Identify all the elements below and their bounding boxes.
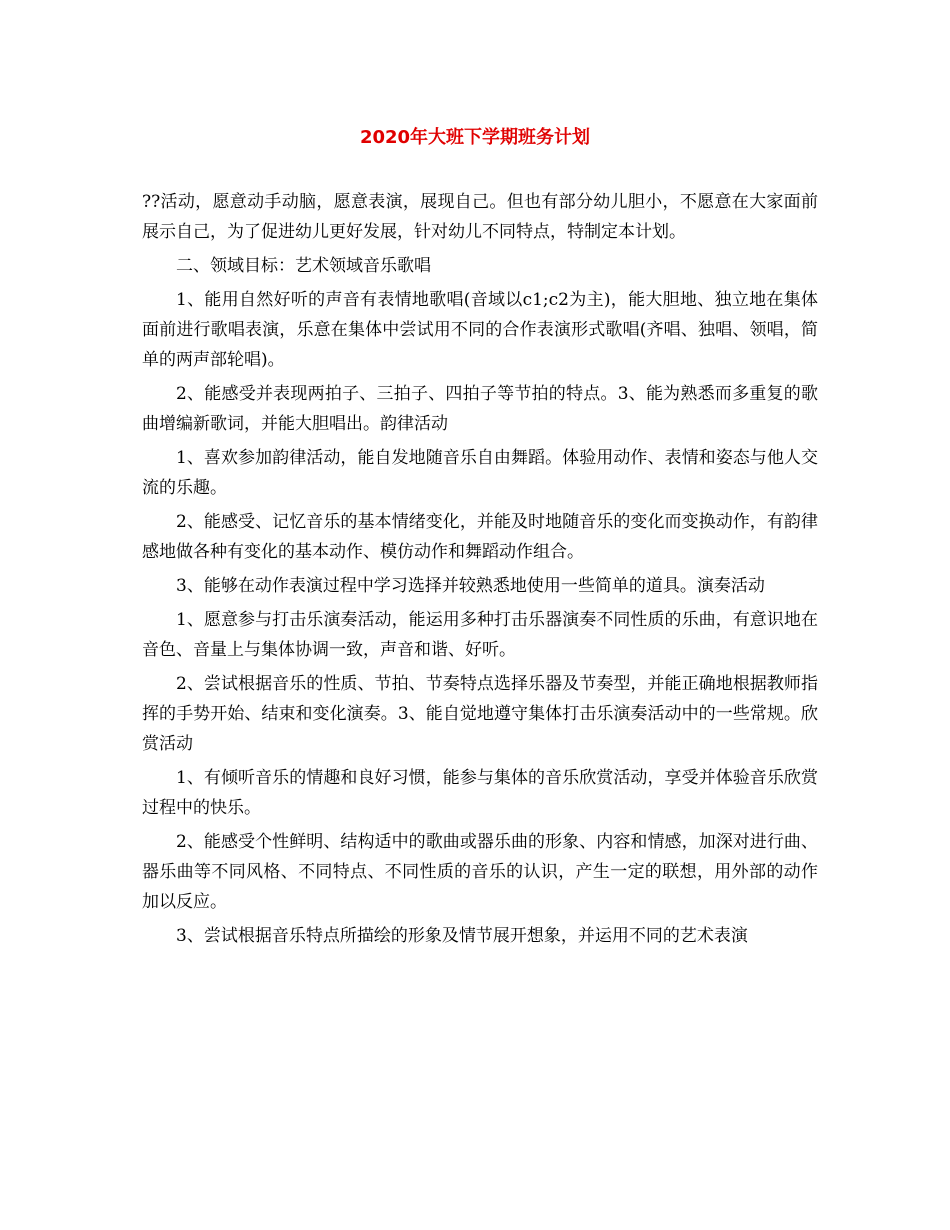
paragraph: 2、尝试根据音乐的性质、节拍、节奏特点选择乐器及节奏型，并能正确地根据教师指挥的手势开始、结束和变化演奏。3、能自觉地遵守集体打击乐演奏活动中的一些常规。欣赏活动 [142, 674, 818, 754]
paragraph: 2、能感受个性鲜明、结构适中的歌曲或器乐曲的形象、内容和情感，加深对进行曲、器乐曲等不同风格、不同特点、不同性质的音乐的认识，产生一定的联想，用外部的动作加以反应。 [142, 832, 818, 912]
paragraph: 1、喜欢参加韵律活动，能自发地随音乐自由舞蹈。体验用动作、表情和姿态与他人交流的乐趣。 [142, 448, 818, 498]
paragraph: 3、能够在动作表演过程中学习选择并较熟悉地使用一些简单的道具。演奏活动 [176, 576, 765, 596]
paragraph: 1、愿意参与打击乐演奏活动，能运用多种打击乐器演奏不同性质的乐曲，有意识地在音色、音量上与集体协调一致，声音和谐、好听。 [142, 610, 818, 660]
paragraph: 1、能用自然好听的声音有表情地歌唱(音域以c1;c2为主)，能大胆地、独立地在集体面前进行歌唱表演，乐意在集体中尝试用不同的合作表演形式歌唱(齐唱、独唱、领唱，简单的两声部轮唱)。 [142, 290, 818, 370]
paragraph: ??活动，愿意动手动脑，愿意表演，展现自己。但也有部分幼儿胆小，不愿意在大家面前展示自己，为了促进幼儿更好发展，针对幼儿不同特点，特制定本计划。 [142, 192, 818, 242]
paragraph: 2、能感受并表现两拍子、三拍子、四拍子等节拍的特点。3、能为熟悉而多重复的歌曲增编新歌词，并能大胆唱出。韵律活动 [142, 384, 818, 434]
document-body [142, 187, 818, 955]
paragraph: 二、领域目标：艺术领域音乐歌唱 [176, 256, 431, 276]
paragraph: 2、能感受、记忆音乐的基本情绪变化，并能及时地随音乐的变化而变换动作，有韵律感地做各种有变化的基本动作、模仿动作和舞蹈动作组合。 [142, 512, 818, 562]
paragraph: 3、尝试根据音乐特点所描绘的形象及情节展开想象，并运用不同的艺术表演 [176, 926, 748, 946]
paragraph: 1、有倾听音乐的情趣和良好习惯，能参与集体的音乐欣赏活动，享受并体验音乐欣赏过程中的快乐。 [142, 768, 818, 818]
document-title: 2020年大班下学期班务计划 [359, 127, 591, 148]
